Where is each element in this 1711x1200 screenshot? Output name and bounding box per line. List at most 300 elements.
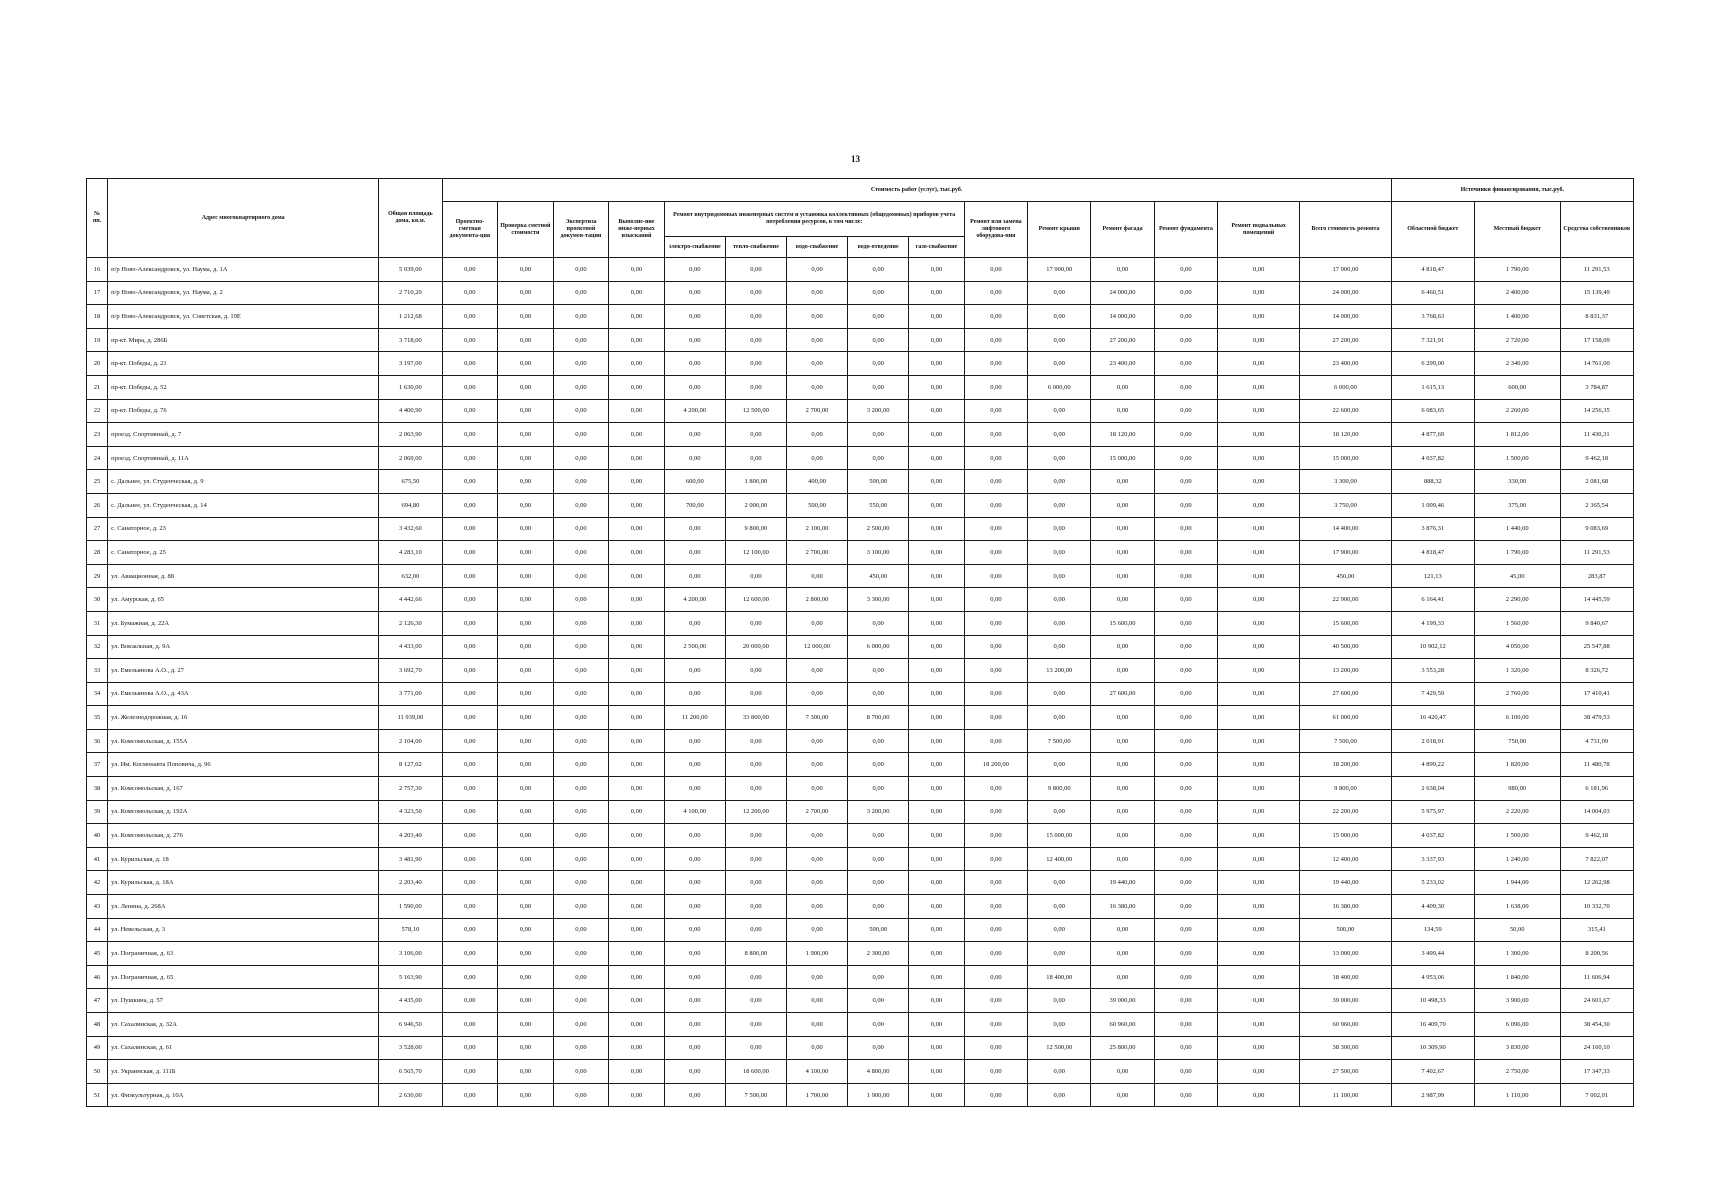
cell-gas: 0,00 <box>909 682 965 706</box>
cell-foundation: 0,00 <box>1154 989 1217 1013</box>
cell-basement: 0,00 <box>1218 352 1300 376</box>
cell-estimate-check: 0,00 <box>498 871 554 895</box>
cell-facade: 25 800,00 <box>1091 1036 1154 1060</box>
cell-design-docs: 0,00 <box>442 989 498 1013</box>
cell-basement: 0,00 <box>1218 777 1300 801</box>
cell-gas: 0,00 <box>909 1083 965 1107</box>
cell-row-number: 46 <box>87 965 108 989</box>
cell-total-cost: 15 000,00 <box>1300 824 1391 848</box>
cell-facade: 0,00 <box>1091 706 1154 730</box>
cell-design-docs: 0,00 <box>442 847 498 871</box>
cell-surveys: 0,00 <box>609 871 665 895</box>
cell-row-number: 33 <box>87 659 108 683</box>
col-facade-header: Ремонт фасада <box>1091 202 1154 258</box>
table-row <box>87 1036 1634 1060</box>
cell-local-budget: 1 790,00 <box>1474 541 1560 565</box>
cell-surveys: 0,00 <box>609 611 665 635</box>
col-area-header: Общая площадь дома, кв.м. <box>379 179 442 258</box>
cell-expertise: 0,00 <box>553 541 609 565</box>
cell-water: 0,00 <box>786 659 847 683</box>
cell-total-area: 3 718,00 <box>379 328 442 352</box>
cell-estimate-check: 0,00 <box>498 517 554 541</box>
cell-regional-budget: 16 420,47 <box>1391 706 1474 730</box>
cell-surveys: 0,00 <box>609 942 665 966</box>
cell-water: 2 100,00 <box>786 517 847 541</box>
col-total-header: Всего стоимость ремонта <box>1300 202 1391 258</box>
cell-regional-budget: 134,59 <box>1391 918 1474 942</box>
cell-water: 0,00 <box>786 1013 847 1037</box>
cell-design-docs: 0,00 <box>442 824 498 848</box>
cell-owners-funds: 24 601,67 <box>1560 989 1634 1013</box>
cell-heat: 0,00 <box>725 989 786 1013</box>
cell-sewer: 0,00 <box>848 871 909 895</box>
cell-gas: 0,00 <box>909 800 965 824</box>
cell-roof: 0,00 <box>1028 352 1091 376</box>
cell-surveys: 0,00 <box>609 1036 665 1060</box>
cell-roof: 13 200,00 <box>1028 659 1091 683</box>
cell-design-docs: 0,00 <box>442 493 498 517</box>
cell-facade: 15 000,00 <box>1091 446 1154 470</box>
cell-design-docs: 0,00 <box>442 564 498 588</box>
cell-facade: 0,00 <box>1091 258 1154 282</box>
cell-design-docs: 0,00 <box>442 777 498 801</box>
cell-expertise: 0,00 <box>553 635 609 659</box>
cell-lift: 0,00 <box>964 305 1027 329</box>
cell-facade: 0,00 <box>1091 588 1154 612</box>
cell-lift: 0,00 <box>964 1060 1027 1084</box>
cell-lift: 0,00 <box>964 352 1027 376</box>
cell-expertise: 0,00 <box>553 777 609 801</box>
cell-facade: 0,00 <box>1091 918 1154 942</box>
cell-lift: 0,00 <box>964 328 1027 352</box>
cell-water: 0,00 <box>786 375 847 399</box>
cell-address: ул. Комсомольская, д. 276 <box>108 824 379 848</box>
table-row <box>87 423 1634 447</box>
col-water-header: водо-снабжение <box>786 237 847 258</box>
cell-sewer: 3 200,00 <box>848 800 909 824</box>
cell-row-number: 24 <box>87 446 108 470</box>
cell-heat: 0,00 <box>725 918 786 942</box>
cell-water: 7 300,00 <box>786 706 847 730</box>
cell-estimate-check: 0,00 <box>498 777 554 801</box>
cell-electro: 0,00 <box>664 682 725 706</box>
cell-address: ул. Пушкина, д. 57 <box>108 989 379 1013</box>
cell-estimate-check: 0,00 <box>498 399 554 423</box>
cell-address: п/р Ново-Александровск, ул. Наума, д. 2 <box>108 281 379 305</box>
cell-lift: 0,00 <box>964 659 1027 683</box>
cell-total-cost: 16 380,00 <box>1300 895 1391 919</box>
cell-total-area: 2 757,30 <box>379 777 442 801</box>
cell-total-area: 6 946,50 <box>379 1013 442 1037</box>
cell-owners-funds: 38 454,30 <box>1560 1013 1634 1037</box>
cell-facade: 0,00 <box>1091 753 1154 777</box>
cell-foundation: 0,00 <box>1154 777 1217 801</box>
cell-gas: 0,00 <box>909 706 965 730</box>
cell-total-area: 4 433,00 <box>379 635 442 659</box>
cell-row-number: 45 <box>87 942 108 966</box>
cell-heat: 0,00 <box>725 258 786 282</box>
cell-basement: 0,00 <box>1218 847 1300 871</box>
cell-foundation: 0,00 <box>1154 611 1217 635</box>
cell-roof: 0,00 <box>1028 399 1091 423</box>
cell-row-number: 31 <box>87 611 108 635</box>
table-row <box>87 1013 1634 1037</box>
cell-heat: 12 500,00 <box>725 399 786 423</box>
cell-lift: 0,00 <box>964 1083 1027 1107</box>
cell-total-area: 4 203,40 <box>379 824 442 848</box>
cell-estimate-check: 0,00 <box>498 564 554 588</box>
cell-local-budget: 6 096,00 <box>1474 1013 1560 1037</box>
cell-heat: 9 800,00 <box>725 517 786 541</box>
cell-total-area: 2 104,00 <box>379 729 442 753</box>
table-row <box>87 564 1634 588</box>
cell-design-docs: 0,00 <box>442 423 498 447</box>
table-row <box>87 918 1634 942</box>
cell-basement: 0,00 <box>1218 399 1300 423</box>
cell-water: 500,00 <box>786 493 847 517</box>
cell-design-docs: 0,00 <box>442 328 498 352</box>
cell-foundation: 0,00 <box>1154 1036 1217 1060</box>
cell-gas: 0,00 <box>909 611 965 635</box>
cell-expertise: 0,00 <box>553 706 609 730</box>
cell-sewer: 4 800,00 <box>848 1060 909 1084</box>
cell-address: ул. Курильская, д. 18А <box>108 871 379 895</box>
cell-sewer: 550,00 <box>848 493 909 517</box>
cell-local-budget: 2 760,00 <box>1474 682 1560 706</box>
cell-total-cost: 27 600,00 <box>1300 682 1391 706</box>
cell-design-docs: 0,00 <box>442 1083 498 1107</box>
table-row <box>87 729 1634 753</box>
cell-owners-funds: 9 083,69 <box>1560 517 1634 541</box>
table-row <box>87 1083 1634 1107</box>
cell-basement: 0,00 <box>1218 328 1300 352</box>
table-row <box>87 777 1634 801</box>
cell-total-cost: 6 000,00 <box>1300 375 1391 399</box>
cell-water: 0,00 <box>786 871 847 895</box>
cell-facade: 18 120,00 <box>1091 423 1154 447</box>
cell-total-area: 2 710,20 <box>379 281 442 305</box>
cell-surveys: 0,00 <box>609 824 665 848</box>
cell-owners-funds: 25 547,88 <box>1560 635 1634 659</box>
cell-expertise: 0,00 <box>553 659 609 683</box>
cell-water: 0,00 <box>786 305 847 329</box>
cell-foundation: 0,00 <box>1154 753 1217 777</box>
cell-roof: 0,00 <box>1028 423 1091 447</box>
cell-foundation: 0,00 <box>1154 423 1217 447</box>
cell-row-number: 37 <box>87 753 108 777</box>
cell-facade: 0,00 <box>1091 824 1154 848</box>
cell-total-cost: 39 000,00 <box>1300 989 1391 1013</box>
cell-lift: 0,00 <box>964 706 1027 730</box>
cell-address: пр-кт. Победы, д. 76 <box>108 399 379 423</box>
cell-foundation: 0,00 <box>1154 847 1217 871</box>
cell-estimate-check: 0,00 <box>498 1060 554 1084</box>
cell-sewer: 0,00 <box>848 352 909 376</box>
cell-regional-budget: 7 402,67 <box>1391 1060 1474 1084</box>
cell-surveys: 0,00 <box>609 918 665 942</box>
cell-basement: 0,00 <box>1218 446 1300 470</box>
cell-row-number: 38 <box>87 777 108 801</box>
cell-water: 0,00 <box>786 564 847 588</box>
cell-design-docs: 0,00 <box>442 375 498 399</box>
cell-facade: 0,00 <box>1091 800 1154 824</box>
cell-address: ул. Ленина, д. 268А <box>108 895 379 919</box>
cell-address: ул. Сахалинская, д. 61 <box>108 1036 379 1060</box>
cell-electro: 4 100,00 <box>664 800 725 824</box>
cell-local-budget: 1 500,00 <box>1474 824 1560 848</box>
cell-estimate-check: 0,00 <box>498 895 554 919</box>
cell-lift: 0,00 <box>964 824 1027 848</box>
cell-lift: 0,00 <box>964 611 1027 635</box>
table-row <box>87 635 1634 659</box>
cell-owners-funds: 17 347,33 <box>1560 1060 1634 1084</box>
cell-estimate-check: 0,00 <box>498 965 554 989</box>
cell-local-budget: 980,00 <box>1474 777 1560 801</box>
cell-regional-budget: 16 409,70 <box>1391 1013 1474 1037</box>
cell-roof: 0,00 <box>1028 942 1091 966</box>
cell-address: ул. Им. Космонавта Поповича, д. 96 <box>108 753 379 777</box>
cell-roof: 0,00 <box>1028 895 1091 919</box>
cell-row-number: 27 <box>87 517 108 541</box>
cell-gas: 0,00 <box>909 942 965 966</box>
cell-row-number: 32 <box>87 635 108 659</box>
cell-water: 0,00 <box>786 682 847 706</box>
cell-expertise: 0,00 <box>553 965 609 989</box>
cell-owners-funds: 8 326,72 <box>1560 659 1634 683</box>
cell-foundation: 0,00 <box>1154 942 1217 966</box>
cell-address: ул. Физкультурная, д. 10А <box>108 1083 379 1107</box>
cell-address: ул. Бумажная, д. 22А <box>108 611 379 635</box>
cell-surveys: 0,00 <box>609 729 665 753</box>
cell-expertise: 0,00 <box>553 682 609 706</box>
cell-basement: 0,00 <box>1218 895 1300 919</box>
repair-cost-table <box>86 178 1634 1107</box>
cell-roof: 0,00 <box>1028 1060 1091 1084</box>
cell-lift: 0,00 <box>964 375 1027 399</box>
cell-water: 0,00 <box>786 258 847 282</box>
cell-estimate-check: 0,00 <box>498 1036 554 1060</box>
cell-roof: 0,00 <box>1028 328 1091 352</box>
cell-foundation: 0,00 <box>1154 470 1217 494</box>
cell-lift: 0,00 <box>964 777 1027 801</box>
col-regional-budget-header: Областной бюджет <box>1391 202 1474 258</box>
cell-total-cost: 450,00 <box>1300 564 1391 588</box>
cell-gas: 0,00 <box>909 541 965 565</box>
cell-gas: 0,00 <box>909 847 965 871</box>
cell-expertise: 0,00 <box>553 423 609 447</box>
cell-water: 1 900,00 <box>786 942 847 966</box>
cell-expertise: 0,00 <box>553 281 609 305</box>
cell-owners-funds: 14 004,03 <box>1560 800 1634 824</box>
cell-gas: 0,00 <box>909 517 965 541</box>
cell-surveys: 0,00 <box>609 258 665 282</box>
cell-foundation: 0,00 <box>1154 824 1217 848</box>
cell-regional-budget: 1 009,46 <box>1391 493 1474 517</box>
cell-total-area: 2 126,30 <box>379 611 442 635</box>
cell-sewer: 0,00 <box>848 1013 909 1037</box>
cell-facade: 16 380,00 <box>1091 895 1154 919</box>
cell-regional-budget: 4 037,82 <box>1391 446 1474 470</box>
cell-sewer: 0,00 <box>848 729 909 753</box>
table-row <box>87 399 1634 423</box>
cell-foundation: 0,00 <box>1154 895 1217 919</box>
cell-lift: 0,00 <box>964 1036 1027 1060</box>
cell-address: ул. Украинская, д. 111Б <box>108 1060 379 1084</box>
cell-regional-budget: 4 199,33 <box>1391 611 1474 635</box>
cell-gas: 0,00 <box>909 659 965 683</box>
cell-local-budget: 750,00 <box>1474 729 1560 753</box>
cell-owners-funds: 14 445,59 <box>1560 588 1634 612</box>
cell-lift: 0,00 <box>964 470 1027 494</box>
cell-electro: 0,00 <box>664 258 725 282</box>
cell-regional-budget: 5 233,02 <box>1391 871 1474 895</box>
cell-expertise: 0,00 <box>553 1083 609 1107</box>
cell-address: ул. Комсомольская, д. 155А <box>108 729 379 753</box>
cell-expertise: 0,00 <box>553 564 609 588</box>
cell-estimate-check: 0,00 <box>498 989 554 1013</box>
cell-surveys: 0,00 <box>609 800 665 824</box>
cell-basement: 0,00 <box>1218 871 1300 895</box>
cell-design-docs: 0,00 <box>442 1036 498 1060</box>
cell-total-area: 3 106,00 <box>379 942 442 966</box>
cell-electro: 0,00 <box>664 918 725 942</box>
cell-gas: 0,00 <box>909 635 965 659</box>
cell-owners-funds: 9 462,18 <box>1560 446 1634 470</box>
cell-total-cost: 22 900,00 <box>1300 588 1391 612</box>
table-row <box>87 611 1634 635</box>
cell-estimate-check: 0,00 <box>498 729 554 753</box>
cell-lift: 0,00 <box>964 541 1027 565</box>
cell-design-docs: 0,00 <box>442 635 498 659</box>
cell-row-number: 19 <box>87 328 108 352</box>
cell-water: 0,00 <box>786 824 847 848</box>
cell-address: с. Дальнее, ул. Студенческая, д. 9 <box>108 470 379 494</box>
cell-address: ул. Амурская, д. 65 <box>108 588 379 612</box>
col-surveys-header: Выполне-ние инже-нерных изысканий <box>609 202 665 258</box>
cell-total-cost: 13 200,00 <box>1300 659 1391 683</box>
cell-foundation: 0,00 <box>1154 682 1217 706</box>
cell-roof: 0,00 <box>1028 989 1091 1013</box>
cell-address: п/р Ново-Александровск, ул. Советская, д. 19Е <box>108 305 379 329</box>
cell-water: 0,00 <box>786 989 847 1013</box>
cell-water: 2 700,00 <box>786 800 847 824</box>
cell-heat: 0,00 <box>725 895 786 919</box>
cell-address: пр-кт. Мира, д. 286Б <box>108 328 379 352</box>
cell-basement: 0,00 <box>1218 989 1300 1013</box>
cell-sewer: 0,00 <box>848 375 909 399</box>
col-gas-header: газо-снабжение <box>909 237 965 258</box>
cell-estimate-check: 0,00 <box>498 1013 554 1037</box>
cell-gas: 0,00 <box>909 777 965 801</box>
cell-address: ул. Емельянова А.О., д. 27 <box>108 659 379 683</box>
cell-sewer: 3 300,00 <box>848 588 909 612</box>
cell-owners-funds: 2 365,54 <box>1560 493 1634 517</box>
cell-total-area: 6 565,70 <box>379 1060 442 1084</box>
cell-foundation: 0,00 <box>1154 706 1217 730</box>
cell-lift: 0,00 <box>964 942 1027 966</box>
cell-design-docs: 0,00 <box>442 258 498 282</box>
cell-electro: 0,00 <box>664 375 725 399</box>
cell-expertise: 0,00 <box>553 918 609 942</box>
cell-owners-funds: 7 822,07 <box>1560 847 1634 871</box>
cell-foundation: 0,00 <box>1154 1083 1217 1107</box>
cell-estimate-check: 0,00 <box>498 682 554 706</box>
cell-owners-funds: 12 262,98 <box>1560 871 1634 895</box>
cell-total-area: 3 481,90 <box>379 847 442 871</box>
cell-lift: 0,00 <box>964 635 1027 659</box>
cell-expertise: 0,00 <box>553 800 609 824</box>
cell-local-budget: 50,00 <box>1474 918 1560 942</box>
cell-facade: 0,00 <box>1091 729 1154 753</box>
cell-facade: 60 960,00 <box>1091 1013 1154 1037</box>
cell-basement: 0,00 <box>1218 706 1300 730</box>
cell-electro: 0,00 <box>664 965 725 989</box>
cell-electro: 0,00 <box>664 611 725 635</box>
cell-local-budget: 2 290,00 <box>1474 588 1560 612</box>
cell-surveys: 0,00 <box>609 1013 665 1037</box>
cell-regional-budget: 10 902,12 <box>1391 635 1474 659</box>
cell-regional-budget: 3 337,93 <box>1391 847 1474 871</box>
cell-row-number: 35 <box>87 706 108 730</box>
cell-heat: 0,00 <box>725 659 786 683</box>
cell-regional-budget: 7 429,59 <box>1391 682 1474 706</box>
cell-facade: 0,00 <box>1091 564 1154 588</box>
cell-row-number: 41 <box>87 847 108 871</box>
cell-local-budget: 6 100,00 <box>1474 706 1560 730</box>
cell-heat: 0,00 <box>725 305 786 329</box>
cell-address: п/р Ново-Александровск, ул. Наума, д. 1А <box>108 258 379 282</box>
cell-owners-funds: 38 479,53 <box>1560 706 1634 730</box>
internal-systems-group-header: Ремонт внутридомовых инженерных систем и установка коллективных (общедомовых) приборов учета потребления ресурсов, в том числе: <box>664 202 964 237</box>
cell-foundation: 0,00 <box>1154 375 1217 399</box>
cell-roof: 0,00 <box>1028 800 1091 824</box>
cell-electro: 11 200,00 <box>664 706 725 730</box>
cell-total-area: 5 163,90 <box>379 965 442 989</box>
cell-total-area: 4 283,10 <box>379 541 442 565</box>
table-row <box>87 541 1634 565</box>
cell-total-area: 2 630,00 <box>379 1083 442 1107</box>
cell-water: 0,00 <box>786 611 847 635</box>
cell-roof: 0,00 <box>1028 706 1091 730</box>
cell-water: 0,00 <box>786 729 847 753</box>
cell-design-docs: 0,00 <box>442 682 498 706</box>
cell-surveys: 0,00 <box>609 1060 665 1084</box>
cell-sewer: 0,00 <box>848 659 909 683</box>
cell-surveys: 0,00 <box>609 682 665 706</box>
cell-total-area: 4 435,00 <box>379 989 442 1013</box>
cell-basement: 0,00 <box>1218 564 1300 588</box>
cell-local-budget: 600,00 <box>1474 375 1560 399</box>
cell-electro: 0,00 <box>664 328 725 352</box>
cell-water: 1 700,00 <box>786 1083 847 1107</box>
cell-expertise: 0,00 <box>553 375 609 399</box>
cell-total-cost: 18 120,00 <box>1300 423 1391 447</box>
cell-regional-budget: 4 818,47 <box>1391 258 1474 282</box>
cell-regional-budget: 4 899,22 <box>1391 753 1474 777</box>
cell-estimate-check: 0,00 <box>498 659 554 683</box>
cell-owners-funds: 17 410,41 <box>1560 682 1634 706</box>
cell-lift: 0,00 <box>964 918 1027 942</box>
cell-roof: 15 000,00 <box>1028 824 1091 848</box>
cell-owners-funds: 2 081,68 <box>1560 470 1634 494</box>
cell-estimate-check: 0,00 <box>498 800 554 824</box>
cell-facade: 0,00 <box>1091 399 1154 423</box>
cell-sewer: 0,00 <box>848 682 909 706</box>
cell-sewer: 0,00 <box>848 989 909 1013</box>
cell-facade: 0,00 <box>1091 1083 1154 1107</box>
cell-sewer: 0,00 <box>848 895 909 919</box>
cell-local-budget: 2 750,00 <box>1474 1060 1560 1084</box>
